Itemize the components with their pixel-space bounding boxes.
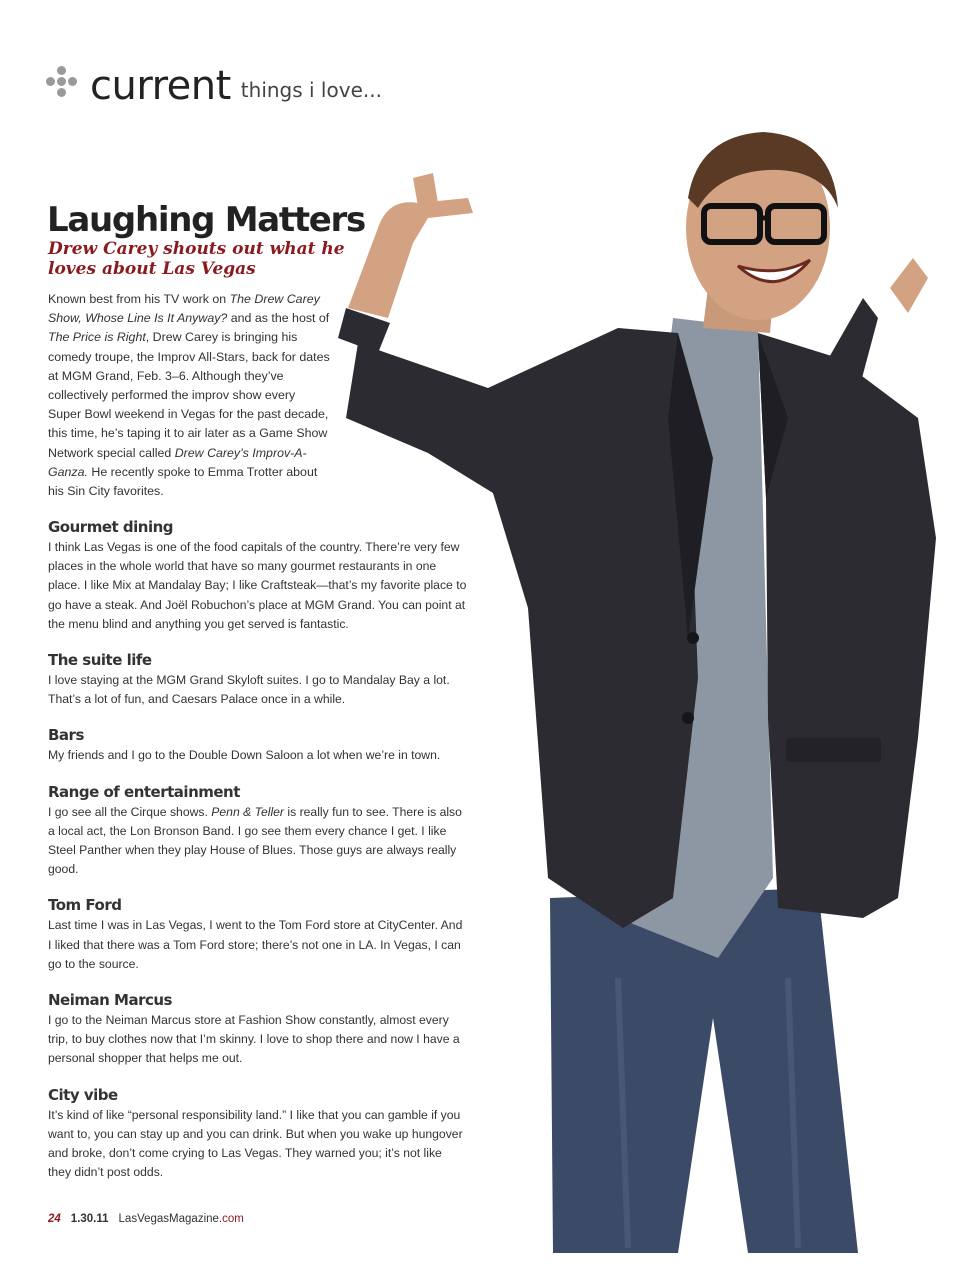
- article-subtitle: Drew Carey shouts out what he loves about Las Vegas: [48, 239, 345, 279]
- text-run: I go to the Neiman Marcus store at Fashion Show constantly, almost every trip, to buy clothes now that I’m skinny. I love to shop there and now I have a personal shopper that helps me out.: [48, 1013, 460, 1066]
- text-run: I think Las Vegas is one of the food capitals of the country. There’re very few places in the whole world that have so many gourmet restaurants in one place. I like Mix at Mandalay Bay; I like Craftsteak—that’s my favorite place to go have a steak. And Joël Robuchon’s place at MGM Grand. You can point at the menu blind and anything you get served is fantastic.: [48, 540, 467, 631]
- text-run: I love staying at the MGM Grand Skyloft suites. I go to Mandalay Bay a lot. That’s a lot of fun, and Caesars Palace once in a while.: [48, 673, 450, 707]
- text-run: My friends and I go to the Double Down Saloon a lot when we’re in town.: [48, 748, 441, 763]
- text-run: It’s kind of like “personal responsibility land.” I like that you can gamble if you want to, you can stay up and you can drink. But when you wake up hungover and broke, don’t come crying to Las Vegas. They warned you; it’s not like they didn’t post odds.: [48, 1107, 463, 1180]
- article-title: Laughing Matters: [47, 200, 365, 240]
- text-run: Last time I was in Las Vegas, I went to the Tom Ford store at CityCenter. And I liked that there was a Tom Ford store; there’s not one in LA. In Vegas, I can go to the source.: [48, 918, 463, 971]
- page-footer: [48, 1213, 244, 1225]
- section-header: [46, 56, 382, 109]
- site-domain: LasVegasMagazine: [118, 1213, 219, 1225]
- page-number: 24: [48, 1213, 61, 1225]
- entry-heading: Tom Ford: [48, 896, 122, 915]
- text-run: , Drew Carey is bringing his comedy troupe, the Improv All-Stars, back for dates at MGM Grand, Feb. 3–6. Although they’ve collectively performed the improv show every Super Bowl weekend in Vegas for the past decade, this time, he’s taping it to air later as a Game Show Network special called: [48, 330, 330, 460]
- jacket: [346, 328, 698, 928]
- pointing-hand: [348, 198, 473, 318]
- entry-heading: Neiman Marcus: [48, 991, 172, 1010]
- text-run: Known best from his TV work on: [48, 292, 230, 306]
- entry-heading: City vibe: [48, 1085, 118, 1104]
- text-run: He recently spoke to Emma Trotter about his Sin City favorites.: [48, 464, 318, 499]
- text-run: is really fun to see. There is also a local act, the Lon Bronson Band. I go see them every chance I get. I like Steel Panther when they play House of Blues. Those guys are always really good.: [48, 804, 462, 877]
- site-name: [119, 1213, 244, 1225]
- text-run: I go see all the Cirque shows.: [48, 804, 212, 819]
- issue-date: 1.30.11: [70, 1213, 109, 1225]
- text-run: and as the host of: [227, 311, 330, 326]
- entry-heading: Gourmet dining: [48, 518, 174, 536]
- section-label: current: [90, 63, 231, 109]
- dot-cluster-icon: [46, 66, 78, 106]
- italic-text: Drew Carey’s Improv-A-Ganza.: [48, 445, 307, 479]
- entry-heading: The suite life: [48, 651, 152, 670]
- italic-text: The Price is Right: [48, 330, 146, 345]
- article-intro: [48, 290, 330, 501]
- italic-text: The Drew Carey Show, Whose Line Is It Anyway?: [48, 292, 320, 326]
- site-tld: .com: [218, 1213, 244, 1225]
- entry-heading: Bars: [48, 726, 84, 745]
- italic-text: Penn & Teller: [211, 804, 284, 819]
- entry-heading: Range of entertainment: [48, 782, 240, 801]
- section-sublabel: things i love...: [240, 78, 382, 102]
- drew-carey-photo: [318, 118, 958, 1258]
